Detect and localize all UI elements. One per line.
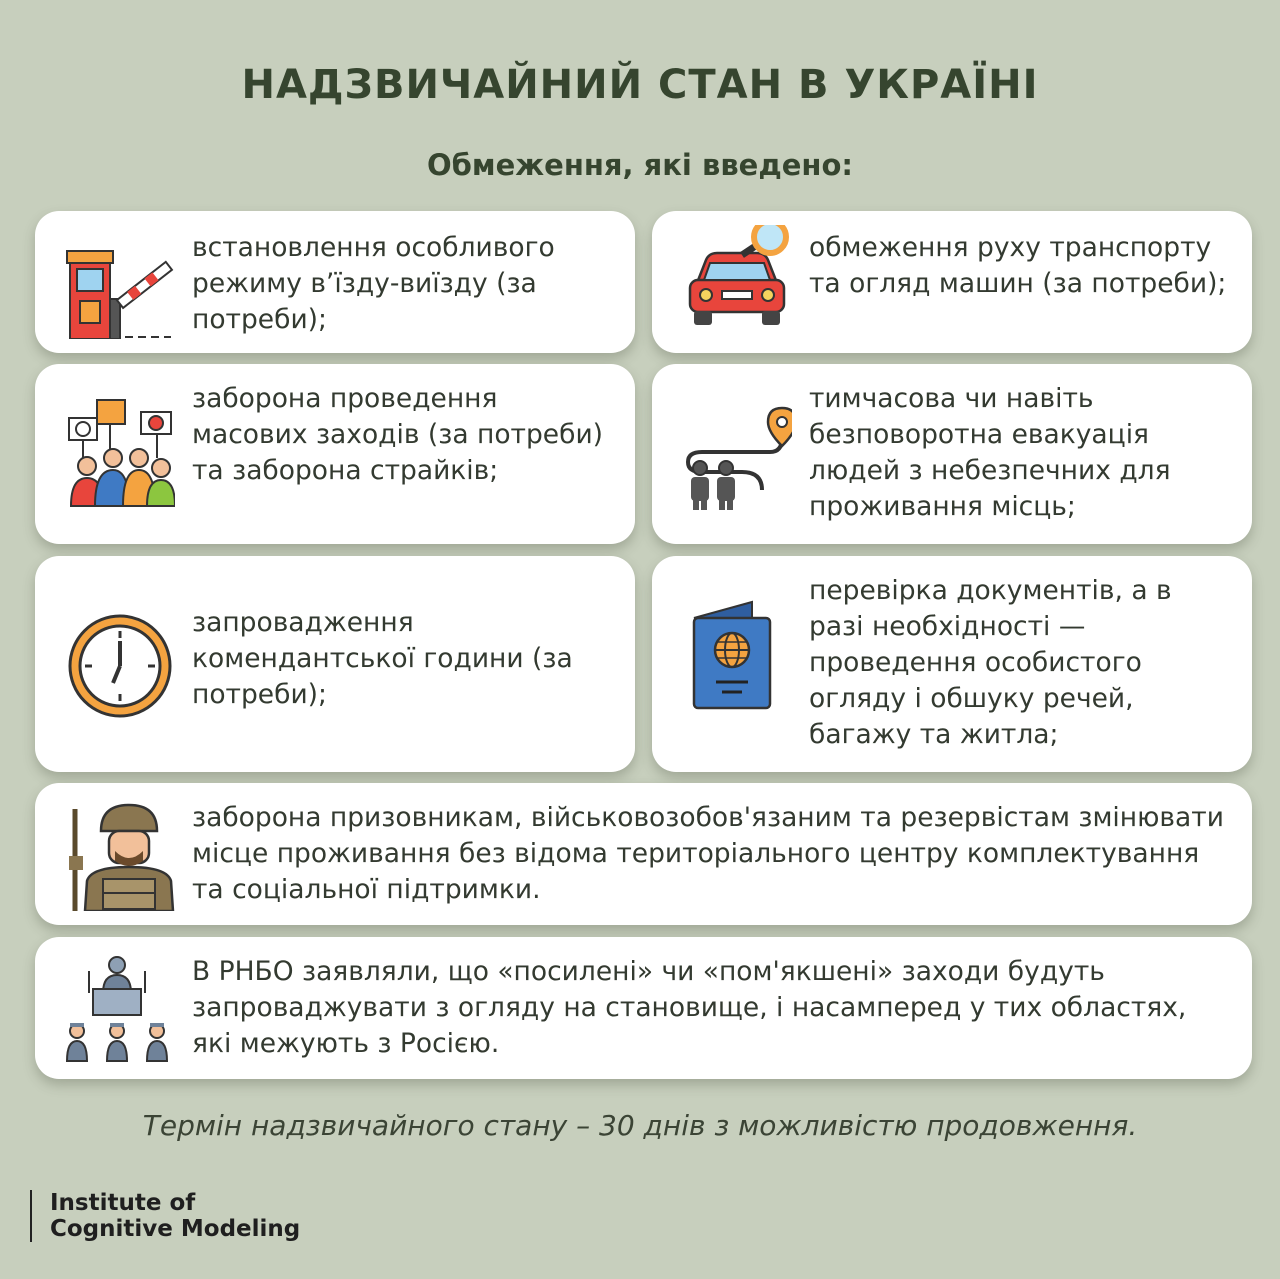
soldier-icon xyxy=(65,801,175,911)
card-mass-events-ban xyxy=(35,364,635,544)
evacuation-route-icon xyxy=(682,400,792,510)
car-inspection-icon xyxy=(682,225,792,335)
protest-crowd-icon xyxy=(65,398,175,508)
footer-note: Термін надзвичайного стану – 30 днів з можливістю продовження. xyxy=(142,1109,1138,1142)
card-nsdc-statement xyxy=(35,937,1252,1079)
card-text: запровадження комендантської години (за потреби); xyxy=(192,607,573,710)
card-text: заборона проведення масових заходів (за потреби) та заборона страйків; xyxy=(192,383,604,486)
card-curfew xyxy=(35,556,635,772)
council-meeting-icon xyxy=(65,953,175,1063)
page-title: НАДЗВИЧАЙНИЙ СТАН В УКРАЇНІ xyxy=(241,62,1039,108)
subtitle: Обмеження, які введено: xyxy=(427,148,853,182)
card-text: обмеження руху транспорту та огляд машин (за потреби); xyxy=(809,232,1227,299)
card-entry-exit-regime xyxy=(35,211,635,353)
card-text: встановлення особливого режиму в’їзду-виїзду (за потреби); xyxy=(192,232,555,335)
card-text: тимчасова чи навіть безповоротна евакуація людей з небезпечних для проживання місць; xyxy=(809,383,1171,522)
logo-line-2: Cognitive Modeling xyxy=(50,1216,301,1242)
clock-icon xyxy=(65,611,175,721)
card-conscript-ban xyxy=(35,783,1252,925)
card-text: В РНБО заявляли, що «посилені» чи «пом'якшені» заходи будуть запроваджувати з огляду на становище, і насамперед у тих областях, які межують з Росією. xyxy=(192,956,1187,1059)
card-evacuation xyxy=(652,364,1252,544)
passport-icon xyxy=(682,600,792,710)
logo-line-1: Institute of xyxy=(50,1190,196,1216)
card-text: перевірка документів, а в разі необхідності — проведення особистого огляду і обшуку речей, багажу та житла; xyxy=(809,575,1172,750)
institute-logo xyxy=(30,1190,300,1242)
card-document-check xyxy=(652,556,1252,772)
card-text: заборона призовникам, військовозобов'язаним та резервістам змінювати місце проживання без відома територіального центру комплектування та соціальної підтримки. xyxy=(192,802,1224,905)
card-traffic-restriction xyxy=(652,211,1252,353)
checkpoint-barrier-icon xyxy=(65,229,175,339)
